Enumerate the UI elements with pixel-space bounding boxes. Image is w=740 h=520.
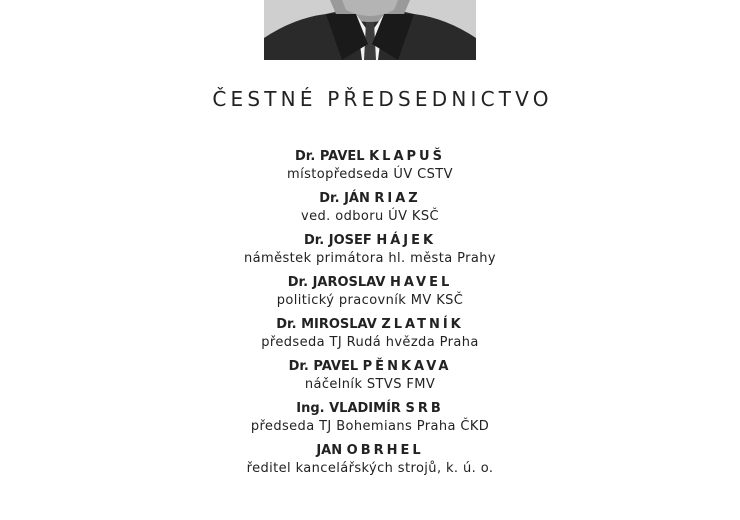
member-surname: KLAPUŠ xyxy=(369,149,445,164)
member-name xyxy=(0,358,740,376)
member-role: předseda TJ Bohemians Praha ČKD xyxy=(250,419,490,434)
member-role: předseda TJ Rudá hvězda Praha xyxy=(261,335,479,350)
member-name xyxy=(0,316,740,334)
member-role: politický pracovník MV KSČ xyxy=(276,293,464,308)
member-prefix: Dr. MIROSLAV xyxy=(276,317,377,332)
member-prefix: Dr. JOSEF xyxy=(303,233,372,248)
member-entry xyxy=(0,190,740,232)
member-name xyxy=(0,274,740,292)
member-prefix: Dr. PAVEL xyxy=(295,149,365,164)
member-name xyxy=(0,442,740,460)
member-surname: OBRHEL xyxy=(346,443,424,458)
member-entry xyxy=(0,442,740,484)
member-prefix: Dr. JAROSLAV xyxy=(287,275,386,290)
presidium-list xyxy=(0,148,740,484)
member-role: náměstek primátora hl. města Prahy xyxy=(244,251,496,266)
member-surname: SRB xyxy=(405,401,444,416)
member-prefix: JAN xyxy=(316,443,343,458)
member-surname: PĚNKAVA xyxy=(362,359,452,374)
member-role: náčelník STVS FMV xyxy=(304,377,436,392)
member-entry xyxy=(0,232,740,274)
portrait-illustration xyxy=(264,0,476,60)
member-surname: ZLATNÍK xyxy=(381,317,464,332)
member-surname: HÁJEK xyxy=(376,233,437,248)
member-role: místopředseda ÚV CSTV xyxy=(287,167,453,182)
member-name xyxy=(0,190,740,208)
member-prefix: Dr. PAVEL xyxy=(288,359,359,374)
member-name xyxy=(0,148,740,166)
page-title: ČESTNÉ PŘEDSEDNICTVO xyxy=(212,87,553,111)
member-prefix: Dr. JÁN xyxy=(319,191,370,206)
member-entry xyxy=(0,316,740,358)
member-prefix: Ing. VLADIMÍR xyxy=(296,401,401,416)
member-surname: RIAZ xyxy=(374,191,421,206)
portrait-photo xyxy=(264,0,476,60)
member-role: ředitel kancelářských strojů, k. ú. o. xyxy=(246,461,494,476)
member-surname: HAVEL xyxy=(389,275,453,290)
member-name xyxy=(0,232,740,250)
member-role: ved. odboru ÚV KSČ xyxy=(301,209,439,224)
member-entry xyxy=(0,358,740,400)
member-entry xyxy=(0,274,740,316)
member-name xyxy=(0,400,740,418)
member-entry xyxy=(0,400,740,442)
member-entry xyxy=(0,148,740,190)
